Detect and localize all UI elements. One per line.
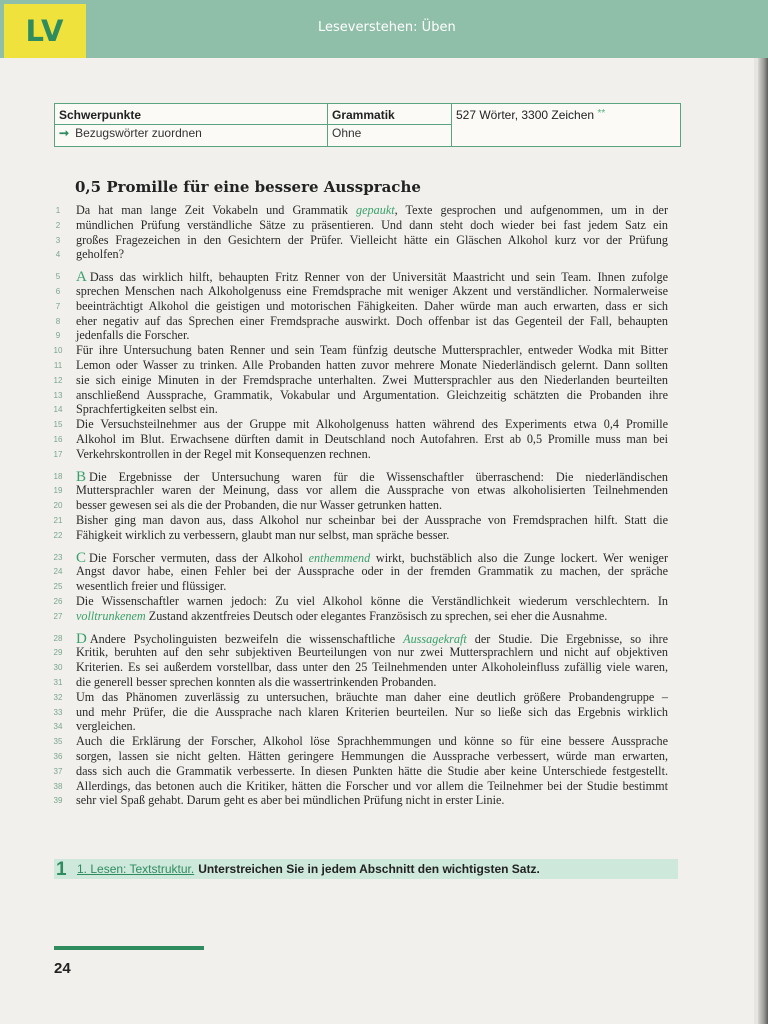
text-line xyxy=(0,469,760,484)
line-number: 20 xyxy=(53,501,63,511)
text-line xyxy=(0,594,760,609)
line-text xyxy=(76,675,668,690)
info-table xyxy=(54,103,681,147)
text-segment: Kriterien. Es sei außerdem vorstellbar, dass unter den 25 Teilnehmenden unter Alkoholeinfluss zufällig viele waren, xyxy=(76,660,668,675)
text-line xyxy=(0,579,760,594)
text-line xyxy=(0,483,760,498)
text-segment: Die Forscher vermuten, dass der Alkohol xyxy=(89,550,309,565)
text-line xyxy=(0,675,760,690)
line-text xyxy=(76,343,668,358)
text-segment: Auch die Erklärung der Forscher, Alkohol löse Sprachhemmungen und könne so für eine bessere Aussprache xyxy=(76,734,668,749)
line-number: 29 xyxy=(53,648,63,658)
text-segment: Die Wissenschaftler warnen jedoch: Zu viel Alkohol könne die Verständlichkeit wiederum verschlechtern. In xyxy=(76,594,668,608)
line-text xyxy=(76,513,668,528)
text-line xyxy=(0,705,760,720)
word-count-cell xyxy=(452,104,680,146)
line-number: 27 xyxy=(53,611,63,621)
line-number: 37 xyxy=(53,766,63,776)
page-number: 24 xyxy=(54,960,71,977)
line-text xyxy=(76,690,668,705)
line-text xyxy=(76,233,668,248)
text-line xyxy=(0,233,760,248)
line-text xyxy=(76,358,668,373)
text-segment: vergleichen. xyxy=(76,719,136,734)
line-text xyxy=(76,705,668,720)
line-number: 15 xyxy=(53,420,63,430)
line-number: 19 xyxy=(53,486,63,496)
section-letter: A xyxy=(76,269,87,286)
text-line xyxy=(0,402,760,417)
line-number: 33 xyxy=(53,707,63,717)
text-line xyxy=(0,247,760,262)
glossary-term[interactable]: Aussagekraft xyxy=(403,631,467,646)
line-text xyxy=(76,793,668,808)
grammatik-cell xyxy=(328,104,452,146)
text-segment: Lemon oder Wasser zu trinken. Alle Probanden hatten zuvor mehrere Monate Niederländisch gelernt. Dann sollten xyxy=(76,358,668,372)
text-segment: Andere Psycholinguisten bezweifeln die wissenschaftliche xyxy=(89,631,404,646)
text-line xyxy=(0,388,760,403)
line-text xyxy=(76,645,668,660)
line-number: 8 xyxy=(55,316,61,326)
text-line xyxy=(0,749,760,764)
line-text xyxy=(76,247,668,262)
line-number: 21 xyxy=(53,516,63,525)
line-text xyxy=(76,314,668,329)
line-number: 28 xyxy=(53,633,63,643)
text-segment: Dass das wirklich hilft, behaupten Fritz Renner von der Universität Maastricht und sein Team. Ihnen zufolge xyxy=(89,270,668,285)
text-segment: der Studie. Die Ergebnisse, so ihre xyxy=(466,631,668,646)
line-text xyxy=(76,483,668,498)
text-line xyxy=(0,631,760,646)
schwerpunkte-label: Schwerpunkte xyxy=(59,108,142,122)
text-segment: Um das Phänomen zuverlässig zu untersuchen, bräuchte man daher eine deutlich größere Probandengruppe – xyxy=(76,689,668,704)
article-title: 0,5 Promille für eine bessere Aussprache xyxy=(75,178,421,196)
line-number: 39 xyxy=(53,796,63,806)
line-text xyxy=(76,719,668,734)
text-segment: Fähigkeit wirklich zu verbessern, glaubt man nur selbst, man spräche besser. xyxy=(76,527,450,542)
line-text xyxy=(76,388,668,403)
text-line xyxy=(0,432,760,447)
line-number: 23 xyxy=(53,552,63,562)
grammatik-label: Grammatik xyxy=(332,108,395,122)
line-number: 32 xyxy=(53,692,63,702)
section-letter: D xyxy=(76,630,87,647)
text-segment: wirkt, buchstäblich also die Zunge lockert. Wer weniger xyxy=(370,550,669,565)
text-line xyxy=(0,498,760,513)
line-number: 38 xyxy=(53,781,63,791)
line-text xyxy=(76,594,668,609)
text-segment: Verkehrskontrollen in der Regel mit Konsequenzen rechnen. xyxy=(76,446,371,461)
line-number: 12 xyxy=(53,375,63,385)
task-link[interactable]: 1. Lesen: Textstruktur. xyxy=(77,862,195,876)
text-segment: sie sich einige Minuten in der Fremdsprache unterhalten. Zwei Muttersprachler aus den Niederlanden beurteilten xyxy=(76,372,668,387)
line-number: 6 xyxy=(55,287,61,296)
line-number: 9 xyxy=(55,331,61,341)
difficulty-stars: ** xyxy=(597,108,606,119)
line-number: 2 xyxy=(55,220,61,230)
text-segment: sprechen Menschen nach Alkoholgenuss eine Fremdsprache mit weniger Akzent und verständlicher. Normalerweise xyxy=(76,284,668,298)
text-line xyxy=(0,218,760,233)
text-line xyxy=(0,690,760,705)
text-segment: und mehr Prüfer, die die Aussprache nach klaren Kriterien beurteilen. Nur so ließe sich das Ergebnis wirklich xyxy=(76,704,668,719)
text-line xyxy=(0,299,760,314)
word-count-row xyxy=(456,108,605,124)
word-count: 527 Wörter, 3300 Zeichen xyxy=(456,108,595,122)
line-number: 13 xyxy=(53,390,63,400)
line-number: 34 xyxy=(53,722,63,732)
text-segment: jedenfalls die Forscher. xyxy=(76,328,190,343)
text-line xyxy=(0,203,760,218)
line-text xyxy=(76,498,668,513)
text-segment: beeinträchtigt Alkohol die geistigen und motorischen Fähigkeiten. Daher würde man auch erwarten, dass er sich xyxy=(76,298,668,313)
line-text xyxy=(76,402,668,417)
text-line xyxy=(0,734,760,749)
text-segment: Muttersprachler waren der Meinung, dass vor allem die Aussprache von etwas alkoholisierten Teilnehmenden xyxy=(76,483,668,498)
line-text xyxy=(76,749,668,764)
text-segment: Die Versuchsteilnehmer aus der Gruppe mit Alkoholgenuss hatten während des Experiments etwa 0,4 Promille xyxy=(76,417,668,432)
text-segment: Die Ergebnisse der Untersuchung waren für die Wissenschaftler überraschend: Die niederländischen xyxy=(89,469,668,484)
text-segment: Für ihre Untersuchung baten Renner und sein Team fünfzig deutsche Muttersprachler, entweder Wodka mit Bitter xyxy=(76,343,668,358)
text-segment: sorgen, lassen sie nicht gelten. Hätten geringere Hemmungen die Aussprache verbessert, würde man erwarten, xyxy=(76,749,668,763)
glossary-term[interactable]: gepaukt xyxy=(356,203,395,217)
line-number: 22 xyxy=(53,530,63,540)
line-text xyxy=(76,417,668,432)
text-line xyxy=(0,417,760,432)
text-line xyxy=(0,269,760,284)
text-line xyxy=(0,358,760,373)
line-text xyxy=(76,432,668,447)
arrow-icon: ➞ xyxy=(59,126,70,140)
text-line xyxy=(0,660,760,675)
text-line xyxy=(0,764,760,779)
line-text xyxy=(76,218,668,233)
text-segment: großes Fragezeichen in den Gesichtern der Prüfer. Vielleicht hätte ein Gläschen Alkohol kurz vor der Prüfung xyxy=(76,232,668,247)
line-number: 30 xyxy=(53,663,63,673)
text-line xyxy=(0,609,760,624)
line-number: 24 xyxy=(53,567,63,577)
text-segment: eher negativ auf das Sprechen einer Fremdsprache auswirkt. Doch offenbar ist das Gegenteil der Fall, behaupten xyxy=(76,313,668,328)
text-line xyxy=(0,343,760,358)
text-segment: dass sich auch die Grammatik verbesserte. In diesen Punkten hätte die Studie aber keine Unterschiede festgestellt. xyxy=(76,763,668,778)
line-text xyxy=(76,779,668,794)
text-line xyxy=(0,719,760,734)
text-line xyxy=(0,793,760,808)
text-segment: anschließend Aussprache, Grammatik, Vokabular und Argumentation. Gleichzeitig schätzten die Probanden ihre xyxy=(76,387,668,402)
grammatik-value: Ohne xyxy=(332,126,362,140)
text-line xyxy=(0,513,760,528)
schwerpunkte-value-row xyxy=(59,126,202,140)
line-number: 18 xyxy=(53,471,63,481)
text-segment: Sprachfertigkeiten selbst ein. xyxy=(76,402,218,417)
line-number: 4 xyxy=(55,250,61,260)
line-text xyxy=(76,373,668,388)
text-segment: Alkohol im Blut. Erwachsene dürften damit in Deutschland noch Autofahren. Erst ab 0,5 Promille muss man bei xyxy=(76,432,668,446)
line-text xyxy=(76,734,668,749)
text-segment: Zustand akzentfreies Deutsch oder elegantes Französisch zu sprechen, sei eher die Ausnahme. xyxy=(145,608,608,623)
line-text xyxy=(76,764,668,779)
glossary-term[interactable]: enthemmend xyxy=(308,550,371,565)
line-number: 1 xyxy=(55,206,61,215)
text-segment: Bisher ging man davon aus, dass Alkohol nur scheinbar bei der Aussprache von Fremdsprachen hilft. Statt die xyxy=(76,513,668,527)
line-number: 11 xyxy=(53,361,63,370)
text-segment: , Texte gesprochen und aufgenommen, um in der xyxy=(394,203,669,217)
text-line xyxy=(0,447,760,462)
section-letter: B xyxy=(76,468,87,485)
line-number: 31 xyxy=(53,678,63,687)
section-letter: C xyxy=(76,549,87,566)
text-segment: besser gewesen sei als die der Probanden, die nur Wasser getrunken hatten. xyxy=(76,498,442,513)
text-segment: sehr viel Spaß gehabt. Darum geht es aber bei mündlichen Prüfung nicht in erster Linie. xyxy=(76,793,505,808)
section-badge-label: LV xyxy=(25,14,65,48)
text-line xyxy=(0,284,760,299)
text-segment: Da hat man lange Zeit Vokabeln und Grammatik xyxy=(76,203,357,217)
line-number: 3 xyxy=(55,235,61,245)
line-text xyxy=(76,299,668,314)
line-number: 25 xyxy=(53,582,63,592)
line-number: 5 xyxy=(55,272,61,282)
text-line xyxy=(0,564,760,579)
schwerpunkte-value: Bezugswörter zuordnen xyxy=(75,126,202,140)
text-line xyxy=(0,779,760,794)
section-badge xyxy=(4,4,86,58)
line-text xyxy=(76,609,668,624)
line-text xyxy=(76,328,668,343)
task-instruction-row xyxy=(77,862,540,876)
line-number: 7 xyxy=(55,301,61,311)
line-text xyxy=(76,660,668,675)
line-number: 16 xyxy=(53,435,63,444)
line-text xyxy=(76,203,668,218)
text-line xyxy=(0,550,760,565)
text-line xyxy=(0,645,760,660)
footer-bar xyxy=(54,946,204,950)
line-text xyxy=(76,528,668,543)
text-line xyxy=(0,528,760,543)
text-segment: wesentlich freier und flüssiger. xyxy=(76,579,227,594)
text-line xyxy=(0,314,760,329)
text-line xyxy=(0,373,760,388)
line-number: 36 xyxy=(53,752,63,761)
line-number: 26 xyxy=(53,597,63,606)
task-instruction: Unterstreichen Sie in jedem Abschnitt den wichtigsten Satz. xyxy=(198,862,540,876)
glossary-term[interactable]: volltrunkenem xyxy=(76,608,146,623)
line-text xyxy=(76,447,668,462)
line-number: 17 xyxy=(53,449,63,459)
line-text xyxy=(76,564,668,579)
line-text xyxy=(76,579,668,594)
line-number: 14 xyxy=(53,405,63,415)
text-segment: geholfen? xyxy=(76,247,125,262)
text-segment: Allerdings, das betonen auch die Kritiker, hätten die Forscher und vor allem die Teilnehmer bei der Studie bestimmt xyxy=(76,778,668,793)
line-number: 10 xyxy=(53,346,63,356)
task-number: 1 xyxy=(56,859,67,880)
line-text xyxy=(76,284,668,299)
schwerpunkte-cell xyxy=(55,104,328,146)
text-segment: die generell besser sprechen konnten als die wassertrinkenden Probanden. xyxy=(76,675,437,689)
line-number: 35 xyxy=(53,737,63,747)
text-segment: Angst davor habe, einen Fehler bei der Aussprache oder in der fremden Grammatik zu machen, der spräche xyxy=(76,564,668,579)
text-segment: mündlichen Prüfung verständliche Sätze zu präsentieren. Und dann steht doch wieder bei fast jedem Satz ein xyxy=(76,217,668,232)
page-header-title: Leseverstehen: Üben xyxy=(318,20,456,35)
text-segment: Kritik, beruhten auf den sehr subjektiven Beurteilungen von nur zwei Muttersprachlern und nicht auf objektiven xyxy=(76,645,668,660)
text-line xyxy=(0,328,760,343)
